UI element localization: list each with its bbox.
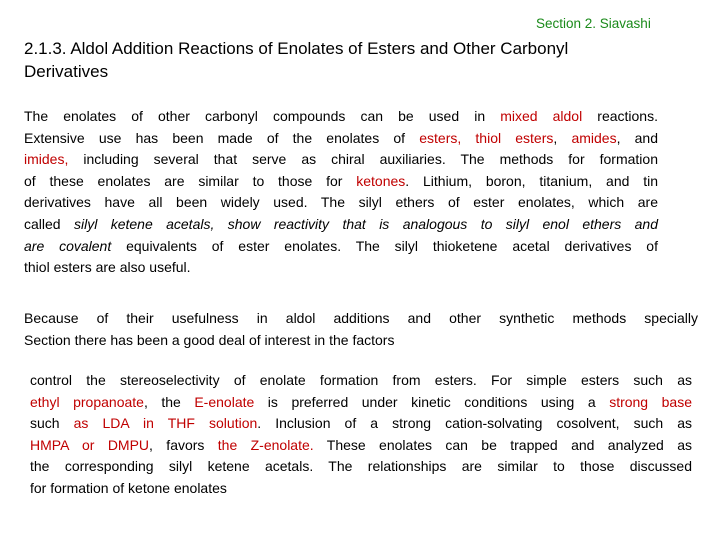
paragraph-1 [24, 106, 658, 279]
text-span: called [24, 215, 74, 232]
paragraph-3-line [30, 413, 692, 435]
paragraph-3-line: for formation of ketone enolates [30, 479, 227, 496]
paragraph-1-line [24, 236, 658, 258]
section-label: Section 2. Siavashi [536, 16, 651, 31]
paragraph-3-line: the corresponding silyl ketene acetals. The relationships are similar to those discussed [30, 458, 692, 475]
paragraph-1-line [24, 149, 658, 171]
highlight-lda-thf: as LDA in THF solution [73, 415, 258, 432]
text-span: of these enolates are similar to those for [24, 172, 357, 189]
paragraph-2-line: Because of their usefulness in aldol additions and other synthetic methods specially [24, 310, 698, 326]
text-span: The enolates of other carbonyl compounds can be used in [24, 108, 501, 124]
paragraph-1-line: thiol esters are also useful. [24, 259, 191, 276]
italic-span: are covalent [24, 237, 112, 254]
paragraph-3 [30, 370, 692, 500]
text-span: , and [616, 129, 659, 146]
paragraph-3-line [30, 435, 692, 457]
text-span: is preferred under kinetic conditions using a [254, 393, 610, 410]
highlight-mixed-aldol: mixed aldol [500, 108, 583, 124]
highlight-z-enolate: the Z-enolate. [217, 436, 314, 453]
paragraph-3-line [30, 392, 692, 414]
page-title [24, 37, 674, 83]
text-span: equivalents of ester enolates. The silyl thioketene acetal derivatives of [111, 237, 658, 254]
highlight-amides: amides [571, 129, 617, 146]
paragraph-1-line: derivatives have all been widely used. The silyl ethers of ester enolates, which are [24, 194, 658, 211]
highlight-ethyl-propanoate: ethyl propanoate [30, 393, 144, 410]
paragraph-3-line: control the stereoselectivity of enolate formation from esters. For simple esters such as [30, 372, 692, 388]
highlight-hmpa-dmpu: HMPA or DMPU [30, 436, 150, 453]
text-span: . Lithium, boron, titanium, and tin [405, 172, 658, 189]
text-span: reactions. [582, 108, 658, 124]
paragraph-2 [24, 308, 698, 351]
highlight-ketones: ketones [356, 172, 406, 189]
paragraph-1-line [24, 214, 658, 236]
highlight-e-enolate: E-enolate [194, 393, 255, 410]
text-span: , favors [149, 436, 218, 453]
highlight-strong-base: strong base [609, 393, 692, 410]
title-line-2: Derivatives [24, 62, 109, 81]
text-span: such [30, 415, 74, 432]
paragraph-1-line [24, 171, 658, 193]
text-span: , [553, 129, 572, 146]
paragraph-1-line [24, 106, 658, 128]
text-span: including several that serve as chiral auxiliaries. The methods for formation [68, 151, 658, 168]
text-span: . Inclusion of a strong cation-solvating cosolvent, such as [257, 415, 692, 432]
italic-span: silyl ketene acetals, show reactivity that is analogous to silyl enol ethers and [73, 215, 658, 232]
paragraph-1-line [24, 128, 658, 150]
highlight-esters: esters, thiol esters [419, 129, 554, 146]
title-line-1: 2.1.3. Aldol Addition Reactions of Enolates of Esters and Other Carbonyl [24, 39, 569, 58]
highlight-imides: imides, [24, 151, 69, 168]
text-span: Extensive use has been made of the enolates of [24, 129, 420, 146]
text-span: These enolates can be trapped and analyzed as [313, 436, 692, 453]
paragraph-2-line: Section there has been a good deal of interest in the factors [24, 331, 395, 348]
text-span: , the [143, 393, 195, 410]
